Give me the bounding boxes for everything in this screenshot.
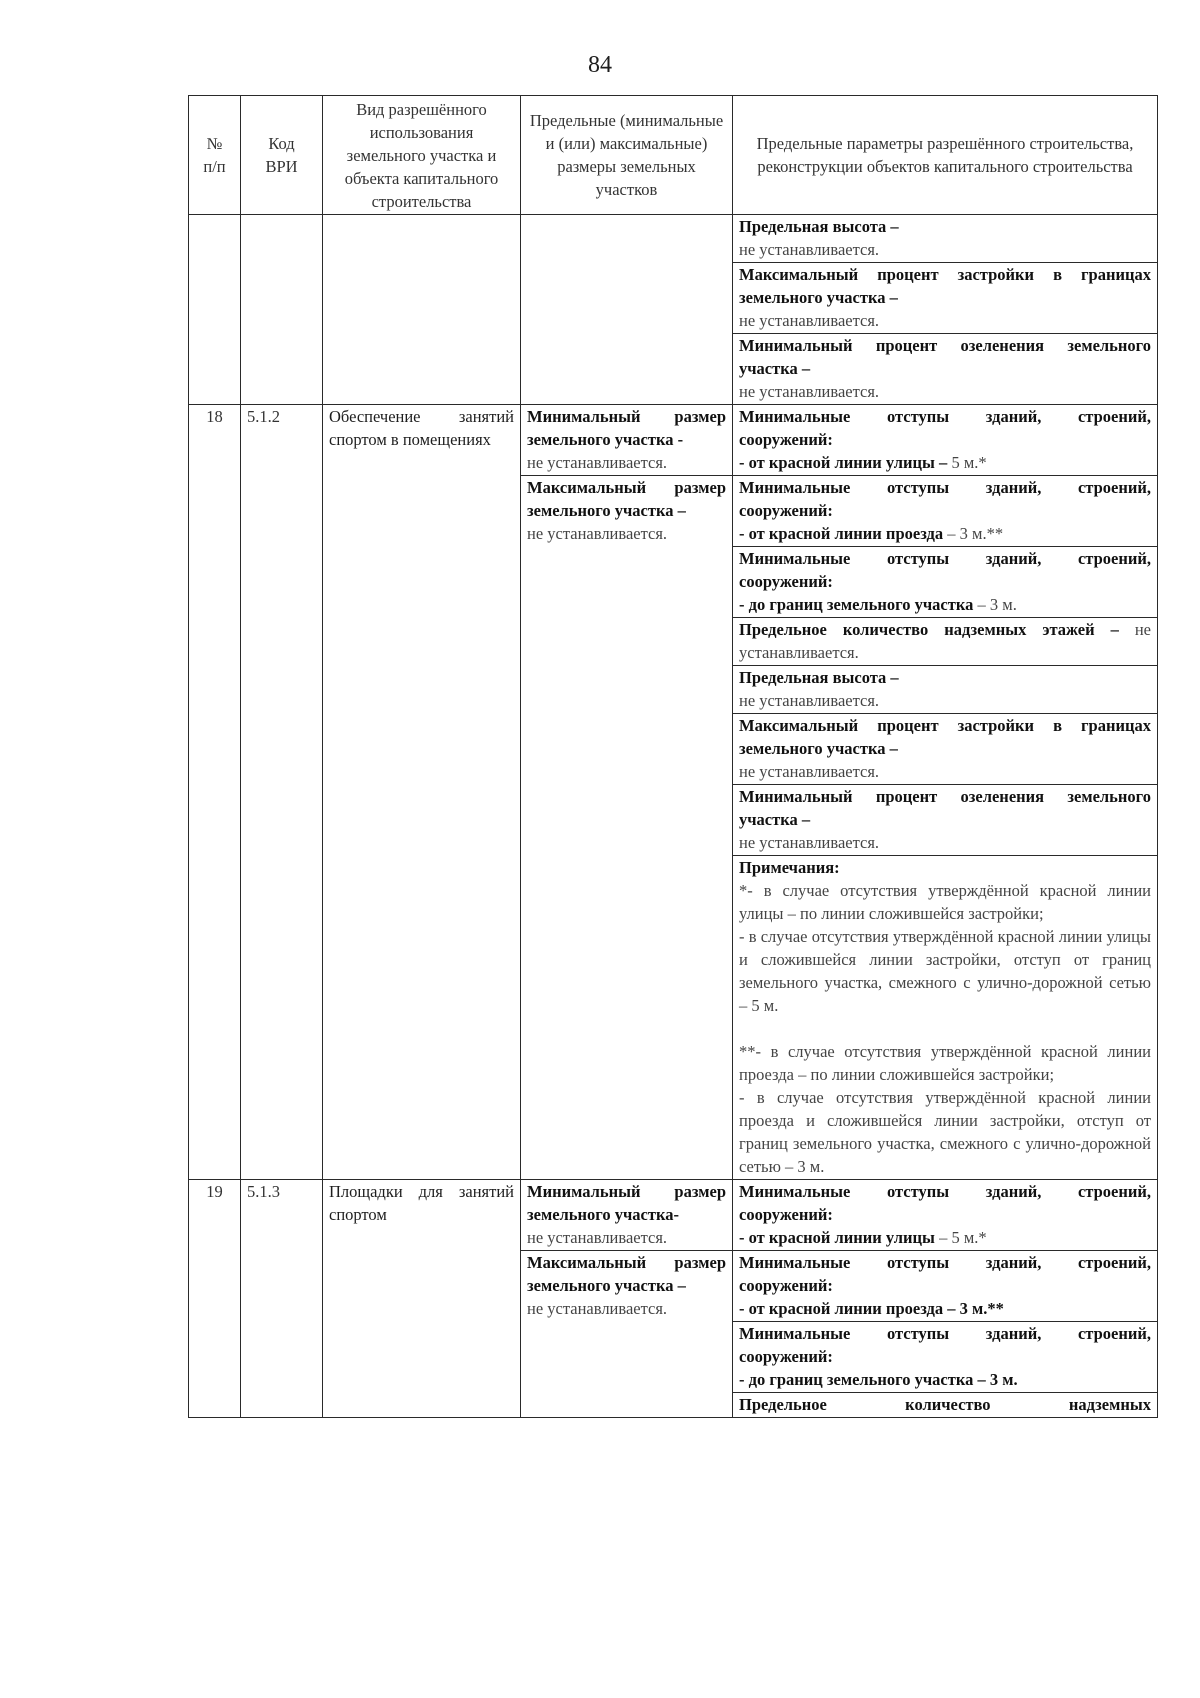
param-block: Предельная высота – не устанавливается. [739,217,899,259]
param-block: Минимальный процент озеленения земельного участка – не устанавливается. [733,333,1157,404]
page-number: 84 [588,52,612,78]
param-block: Предельное количество надземных этажей – не устанавливается. [733,617,1157,665]
row-use: Площадки для занятий спортом [323,1180,521,1418]
zoning-table [188,95,1158,1418]
header-size: Предельные (минимальные и (или) максимальные) размеры земельных участков [521,96,733,215]
param-block: Минимальные отступы зданий, строений, сооружений: - от красной линии проезда – 3 м.** [733,475,1157,546]
header-num: № п/п [189,96,241,215]
size-min: Минимальный размер земельного участка- не устанавливается. [527,1182,726,1247]
table-row-18 [189,405,1158,1180]
param-block: Минимальные отступы зданий, строений, сооружений: - от красной линии улицы – 5 м.* [739,407,1151,472]
continuation-params-cell [733,215,1158,405]
row-params-cell [733,405,1158,1180]
row-code: 5.1.2 [241,405,323,1180]
table-row-continuation [189,215,1158,405]
param-block: Минимальные отступы зданий, строений, сооружений: - до границ земельного участка – 3 м. [733,546,1157,617]
param-block: Минимальный процент озеленения земельного участка – не устанавливается. [733,784,1157,855]
param-block: Минимальные отступы зданий, строений, сооружений: - до границ земельного участка – 3 м. [733,1321,1157,1392]
param-block: Максимальный процент застройки в границах земельного участка – не устанавливается. [733,713,1157,784]
param-block: Минимальные отступы зданий, строений, сооружений: - от красной линии улицы – 5 м.* [739,1182,1151,1247]
param-block: Предельная высота – не устанавливается. [733,665,1157,713]
note-text: *- в случае отсутствия утверждённой красной линии улицы – по линии сложившейся застройки; [739,881,1151,923]
table-header-row [189,96,1158,215]
row-number: 19 [189,1180,241,1418]
table-row-19 [189,1180,1158,1418]
notes-block: Примечания: *- в случае отсутствия утверждённой красной линии улицы – по линии сложившейся застройки; - в случае отсутствия утверждённой красной линии улицы и сложившейся линии застройки, отступ от границ земельного участка, смежного с улично-дорожной сетью – 5 м. **- в случае отсутствия утверждённой красной линии проезда – по линии сложившейся застройки; - в случае отсутствия утверждённой красной линии проезда и сложившейся линии застройки, отступ от границ земельного участка, смежного с улично-дорожной сетью – 3 м. [733,855,1157,1179]
header-params: Предельные параметры разрешённого строительства, реконструкции объектов капитального строительства [733,96,1158,215]
row-params-cell [733,1180,1158,1418]
param-block: Предельное количество надземных [733,1392,1157,1417]
row-size-cell [521,405,733,1180]
row-number: 18 [189,405,241,1180]
note-text: - в случае отсутствия утверждённой красной линии улицы и сложившейся линии застройки, отступ от границ земельного участка, смежного с улично-дорожной сетью – 5 м. [739,927,1151,1015]
header-use: Вид разрешённого использования земельного участка и объекта капитального строительства [323,96,521,215]
size-min: Минимальный размер земельного участка - не устанавливается. [527,407,726,472]
row-use: Обеспечение занятий спортом в помещениях [323,405,521,1180]
header-code: Код ВРИ [241,96,323,215]
size-max: Максимальный размер земельного участка – не устанавливается. [521,1250,732,1321]
row-size-cell [521,1180,733,1418]
row-code: 5.1.3 [241,1180,323,1418]
note-text: **- в случае отсутствия утверждённой красной линии проезда – по линии сложившейся застройки; [739,1042,1151,1084]
param-block: Максимальный процент застройки в границах земельного участка – не устанавливается. [733,262,1157,333]
size-max: Максимальный размер земельного участка – не устанавливается. [521,475,732,546]
note-text: - в случае отсутствия утверждённой красной линии проезда и сложившейся линии застройки, отступ от границ земельного участка, смежного с улично-дорожной сетью – 3 м. [739,1088,1151,1176]
param-block: Минимальные отступы зданий, строений, сооружений: - от красной линии проезда – 3 м.** [733,1250,1157,1321]
